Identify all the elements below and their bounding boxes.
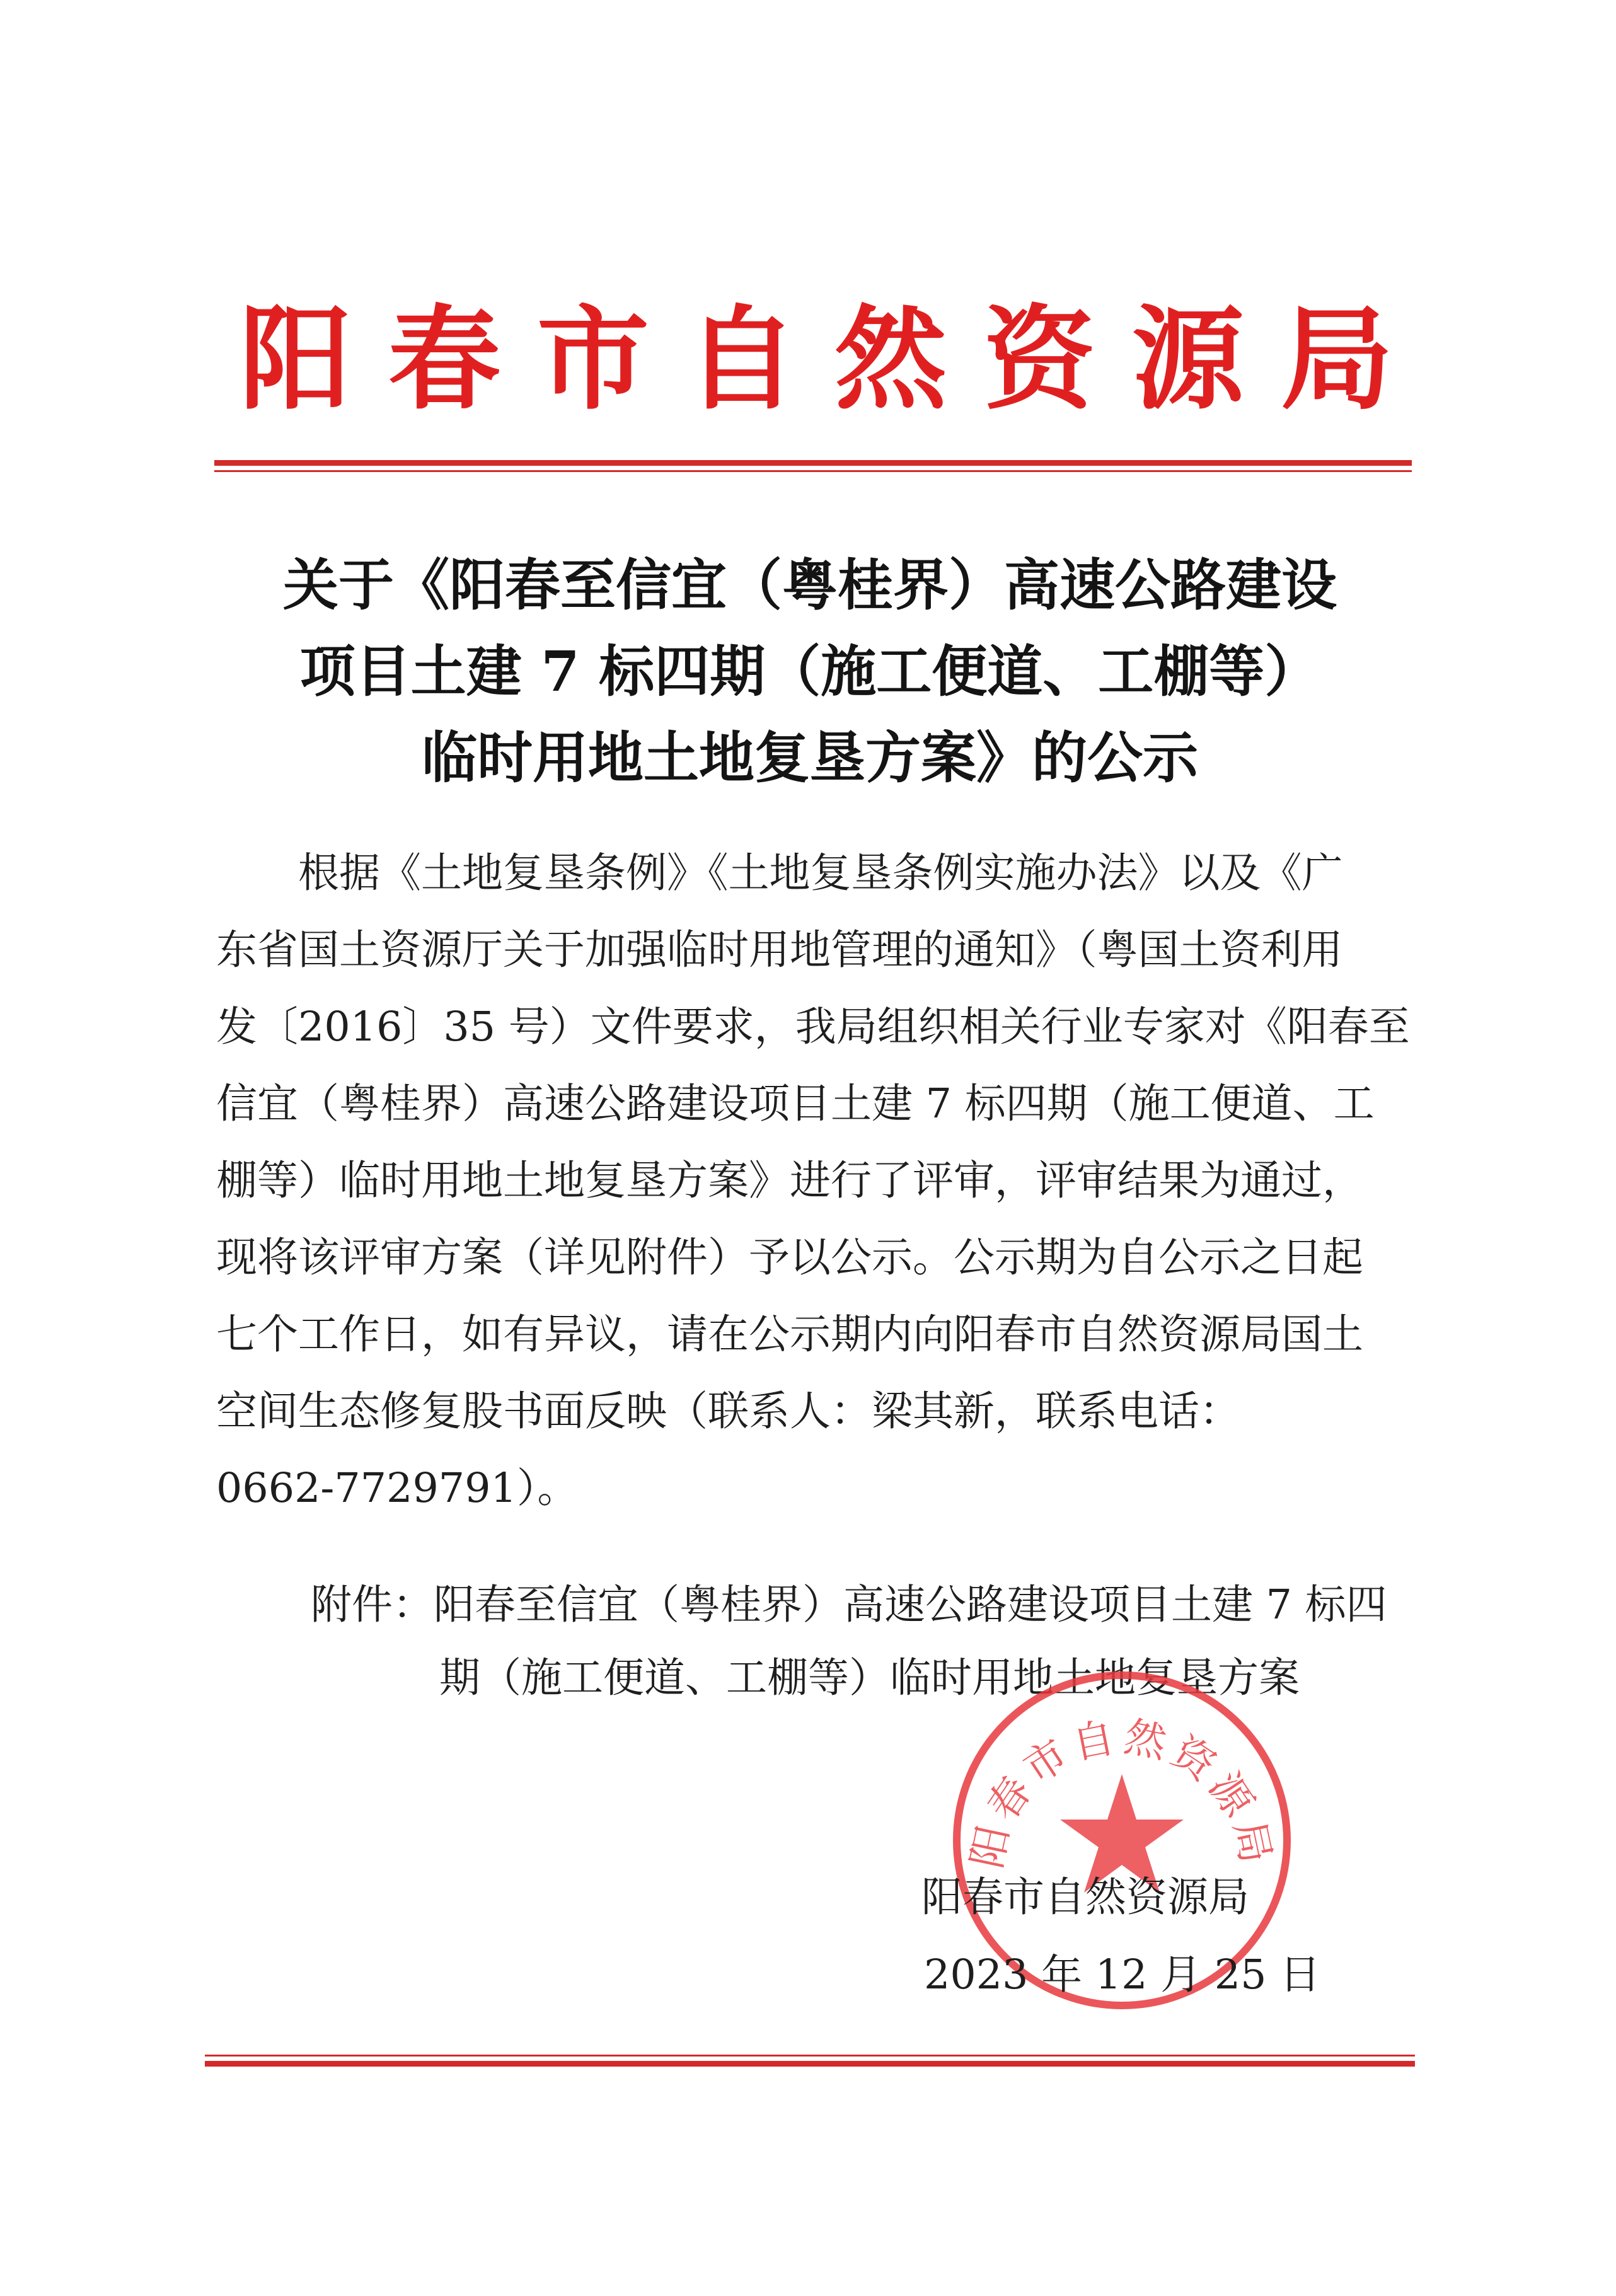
body-line: 0662-7729791）。 — [216, 1465, 579, 1512]
notice-title — [189, 542, 1431, 801]
title-line: 项目土建 7 标四期（施工便道、工棚等） — [299, 638, 1320, 704]
notice-body — [216, 835, 1421, 1527]
body-line: 发〔2016〕35 号）文件要求，我局组织相关行业专家对《阳春至 — [216, 1003, 1410, 1051]
letterhead-char: 阳 — [240, 293, 352, 425]
body-line: 信宜（粤桂界）高速公路建设项目土建 7 标四期（施工便道、工 — [216, 1080, 1375, 1128]
title-line: 临时用地土地复垦方案》的公示 — [421, 725, 1198, 790]
letterhead-char: 局 — [1281, 293, 1393, 425]
letterhead-char: 然 — [834, 293, 947, 425]
signature-date: 2023 年 12 月 25 日 — [924, 1951, 1321, 1999]
top-rule-thick — [214, 460, 1412, 466]
body-line: 根据《土地复垦条例》《土地复垦条例实施办法》以及《广 — [216, 850, 1343, 897]
body-line: 东省国土资源厅关于加强临时用地管理的通知》（粤国土资利用 — [216, 926, 1343, 974]
body-line: 空间生态修复股书面反映（联系人：梁其新，联系电话： — [216, 1388, 1241, 1435]
letterhead-char: 自 — [686, 293, 798, 425]
signature-org: 阳春市自然资源局 — [921, 1874, 1250, 1921]
body-line: 现将该评审方案（详见附件）予以公示。公示期为自公示之日起 — [216, 1234, 1364, 1281]
attachment-line-2: 期（施工便道、工棚等）临时用地土地复垦方案 — [439, 1654, 1300, 1702]
letterhead-char: 春 — [388, 293, 500, 425]
svg-text:阳春市自然资源局: 阳春市自然资源局 — [962, 1712, 1282, 1872]
bottom-rule-thin — [205, 2055, 1415, 2057]
bottom-rule-thick — [205, 2061, 1415, 2067]
letterhead-char: 资 — [983, 293, 1095, 425]
body-line: 棚等）临时用地土地复垦方案》进行了评审，评审结果为通过， — [216, 1157, 1364, 1204]
top-rule-thin — [214, 470, 1412, 472]
letterhead-char: 市 — [537, 293, 649, 425]
title-line: 关于《阳春至信宜（粤桂界）高速公路建设 — [282, 552, 1337, 618]
letterhead-title — [240, 293, 1393, 425]
letterhead-char: 源 — [1132, 293, 1244, 425]
body-line: 七个工作日，如有异议，请在公示期内向阳春市自然资源局国土 — [216, 1311, 1364, 1358]
attachment-line-1: 附件：阳春至信宜（粤桂界）高速公路建设项目土建 7 标四 — [311, 1581, 1387, 1629]
